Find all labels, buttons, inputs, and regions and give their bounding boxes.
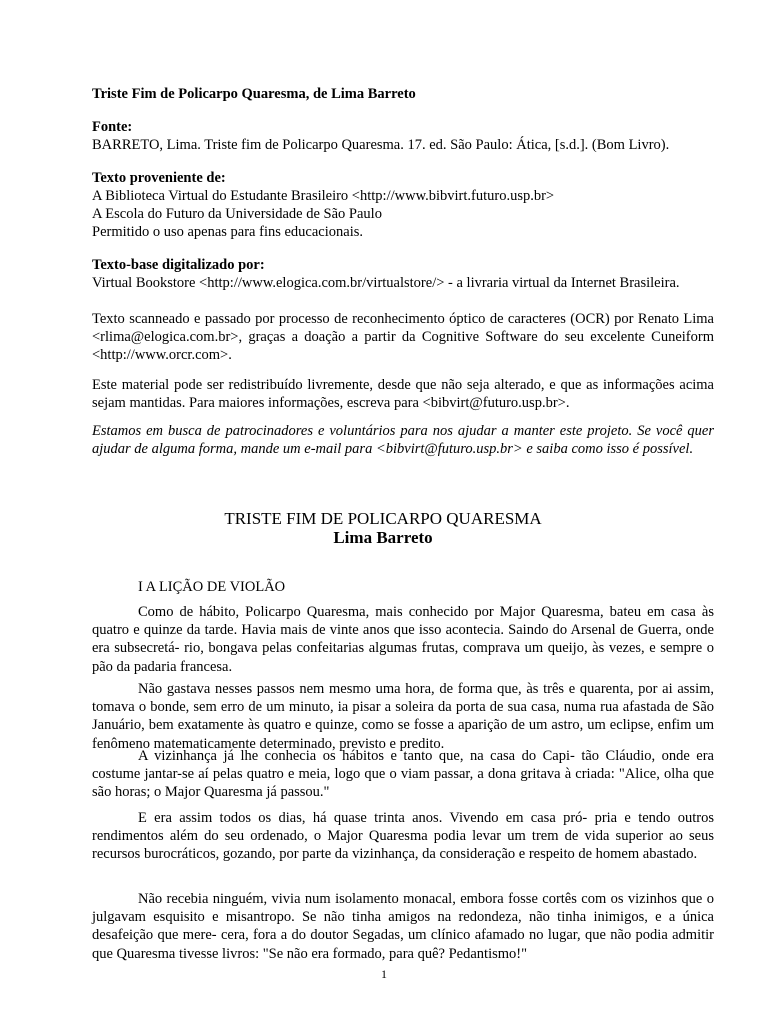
paragraph-1: Como de hábito, Policarpo Quaresma, mais conhecido por Major Quaresma, bateu em casa às quatro e quinze da tarde. Havia mais de vinte anos que isso acontecia. Saindo do Arsenal de Guerra, onde era subsecretá- rio, bongava pelas confeitarias algumas frutas, comprava um queijo, às vezes, e sempre o pão da padaria francesa. xyxy=(92,604,714,675)
proveniente-line-2: A Escola do Futuro da Universidade de São Paulo xyxy=(92,206,382,222)
fonte-text: BARRETO, Lima. Triste fim de Policarpo Quaresma. 17. ed. São Paulo: Ática, [s.d.]. (Bom Livro). xyxy=(92,137,670,153)
book-title: TRISTE FIM DE POLICARPO QUARESMA xyxy=(224,509,542,528)
page-number: 1 xyxy=(381,967,387,981)
paragraph-5: Não recebia ninguém, vivia num isolamento monacal, embora fosse cortês com os vizinhos que o julgavam esquisito e misantropo. Se não tinha amigos na redondeza, não tinha inimigos, e a única desafeição que mere- cera, fora a do doutor Segadas, um clínico afamado no lugar, que não podia admitir que Quaresma tivesse livros: "Se não era formado, para quê? Pedantismo!" xyxy=(92,891,714,962)
proveniente-line-3: Permitido o uso apenas para fins educacionais. xyxy=(92,224,363,240)
book-author: Lima Barreto xyxy=(333,528,433,547)
proveniente-label: Texto proveniente de: xyxy=(92,170,226,186)
fonte-label: Fonte: xyxy=(92,119,133,135)
paragraph-3: A vizinhança já lhe conhecia os hábitos e tanto que, na casa do Capi- tão Cláudio, onde era costume jantar-se aí pelas quatro e meia, logo que o viam passar, a dona gritava à criada: "Alice, olha que são horas; o Major Quaresma já passou." xyxy=(92,748,714,801)
sponsors-notice: Estamos em busca de patrocinadores e voluntários para nos ajudar a manter este projeto. Se você quer ajudar de alguma forma, mande um e-mail para <bibvirt@futuro.usp.br> e saiba como isso é possível. xyxy=(92,423,714,458)
chapter-heading: I A LIÇÃO DE VIOLÃO xyxy=(138,579,286,595)
ocr-credit-text: Texto scanneado e passado por processo de reconhecimento óptico de caracteres (OCR) por Renato Lima <rlima@elogica.com.br>, graças a doação a partir da Cognitive Software do seu excelente Cuneiform <http://www.orcr.com>. xyxy=(92,311,714,364)
redistribution-notice: Este material pode ser redistribuído livremente, desde que não seja alterado, e que as informações acima sejam mantidas. Para maiores informações, escreva para <bibvirt@futuro.usp.br>. xyxy=(92,377,714,412)
digitalizado-label: Texto-base digitalizado por: xyxy=(92,257,265,273)
document-title: Triste Fim de Policarpo Quaresma, de Lima Barreto xyxy=(92,86,416,102)
digitalizado-text: Virtual Bookstore <http://www.elogica.com.br/virtualstore/> - a livraria virtual da Internet Brasileira. xyxy=(92,275,680,291)
paragraph-2: Não gastava nesses passos nem mesmo uma hora, de forma que, às três e quarenta, por ai assim, tomava o bonde, sem erro de um minuto, ia pisar a soleira da porta de sua casa, numa rua afastada de São Januário, bem exatamente às quatro e quinze, como se fosse a aparição de um astro, um eclipse, enfim um fenômeno matematicamente determinado, previsto e predito. xyxy=(92,681,714,752)
paragraph-4: E era assim todos os dias, há quase trinta anos. Vivendo em casa pró- pria e tendo outros rendimentos além do seu ordenado, o Major Quaresma podia levar um trem de vida superior ao seus recursos burocráticos, gozando, por parte da vizinhança, da consideração e respeito de homem abastado. xyxy=(92,810,714,863)
proveniente-line-1: A Biblioteca Virtual do Estudante Brasileiro <http://www.bibvirt.futuro.usp.br> xyxy=(92,188,555,204)
